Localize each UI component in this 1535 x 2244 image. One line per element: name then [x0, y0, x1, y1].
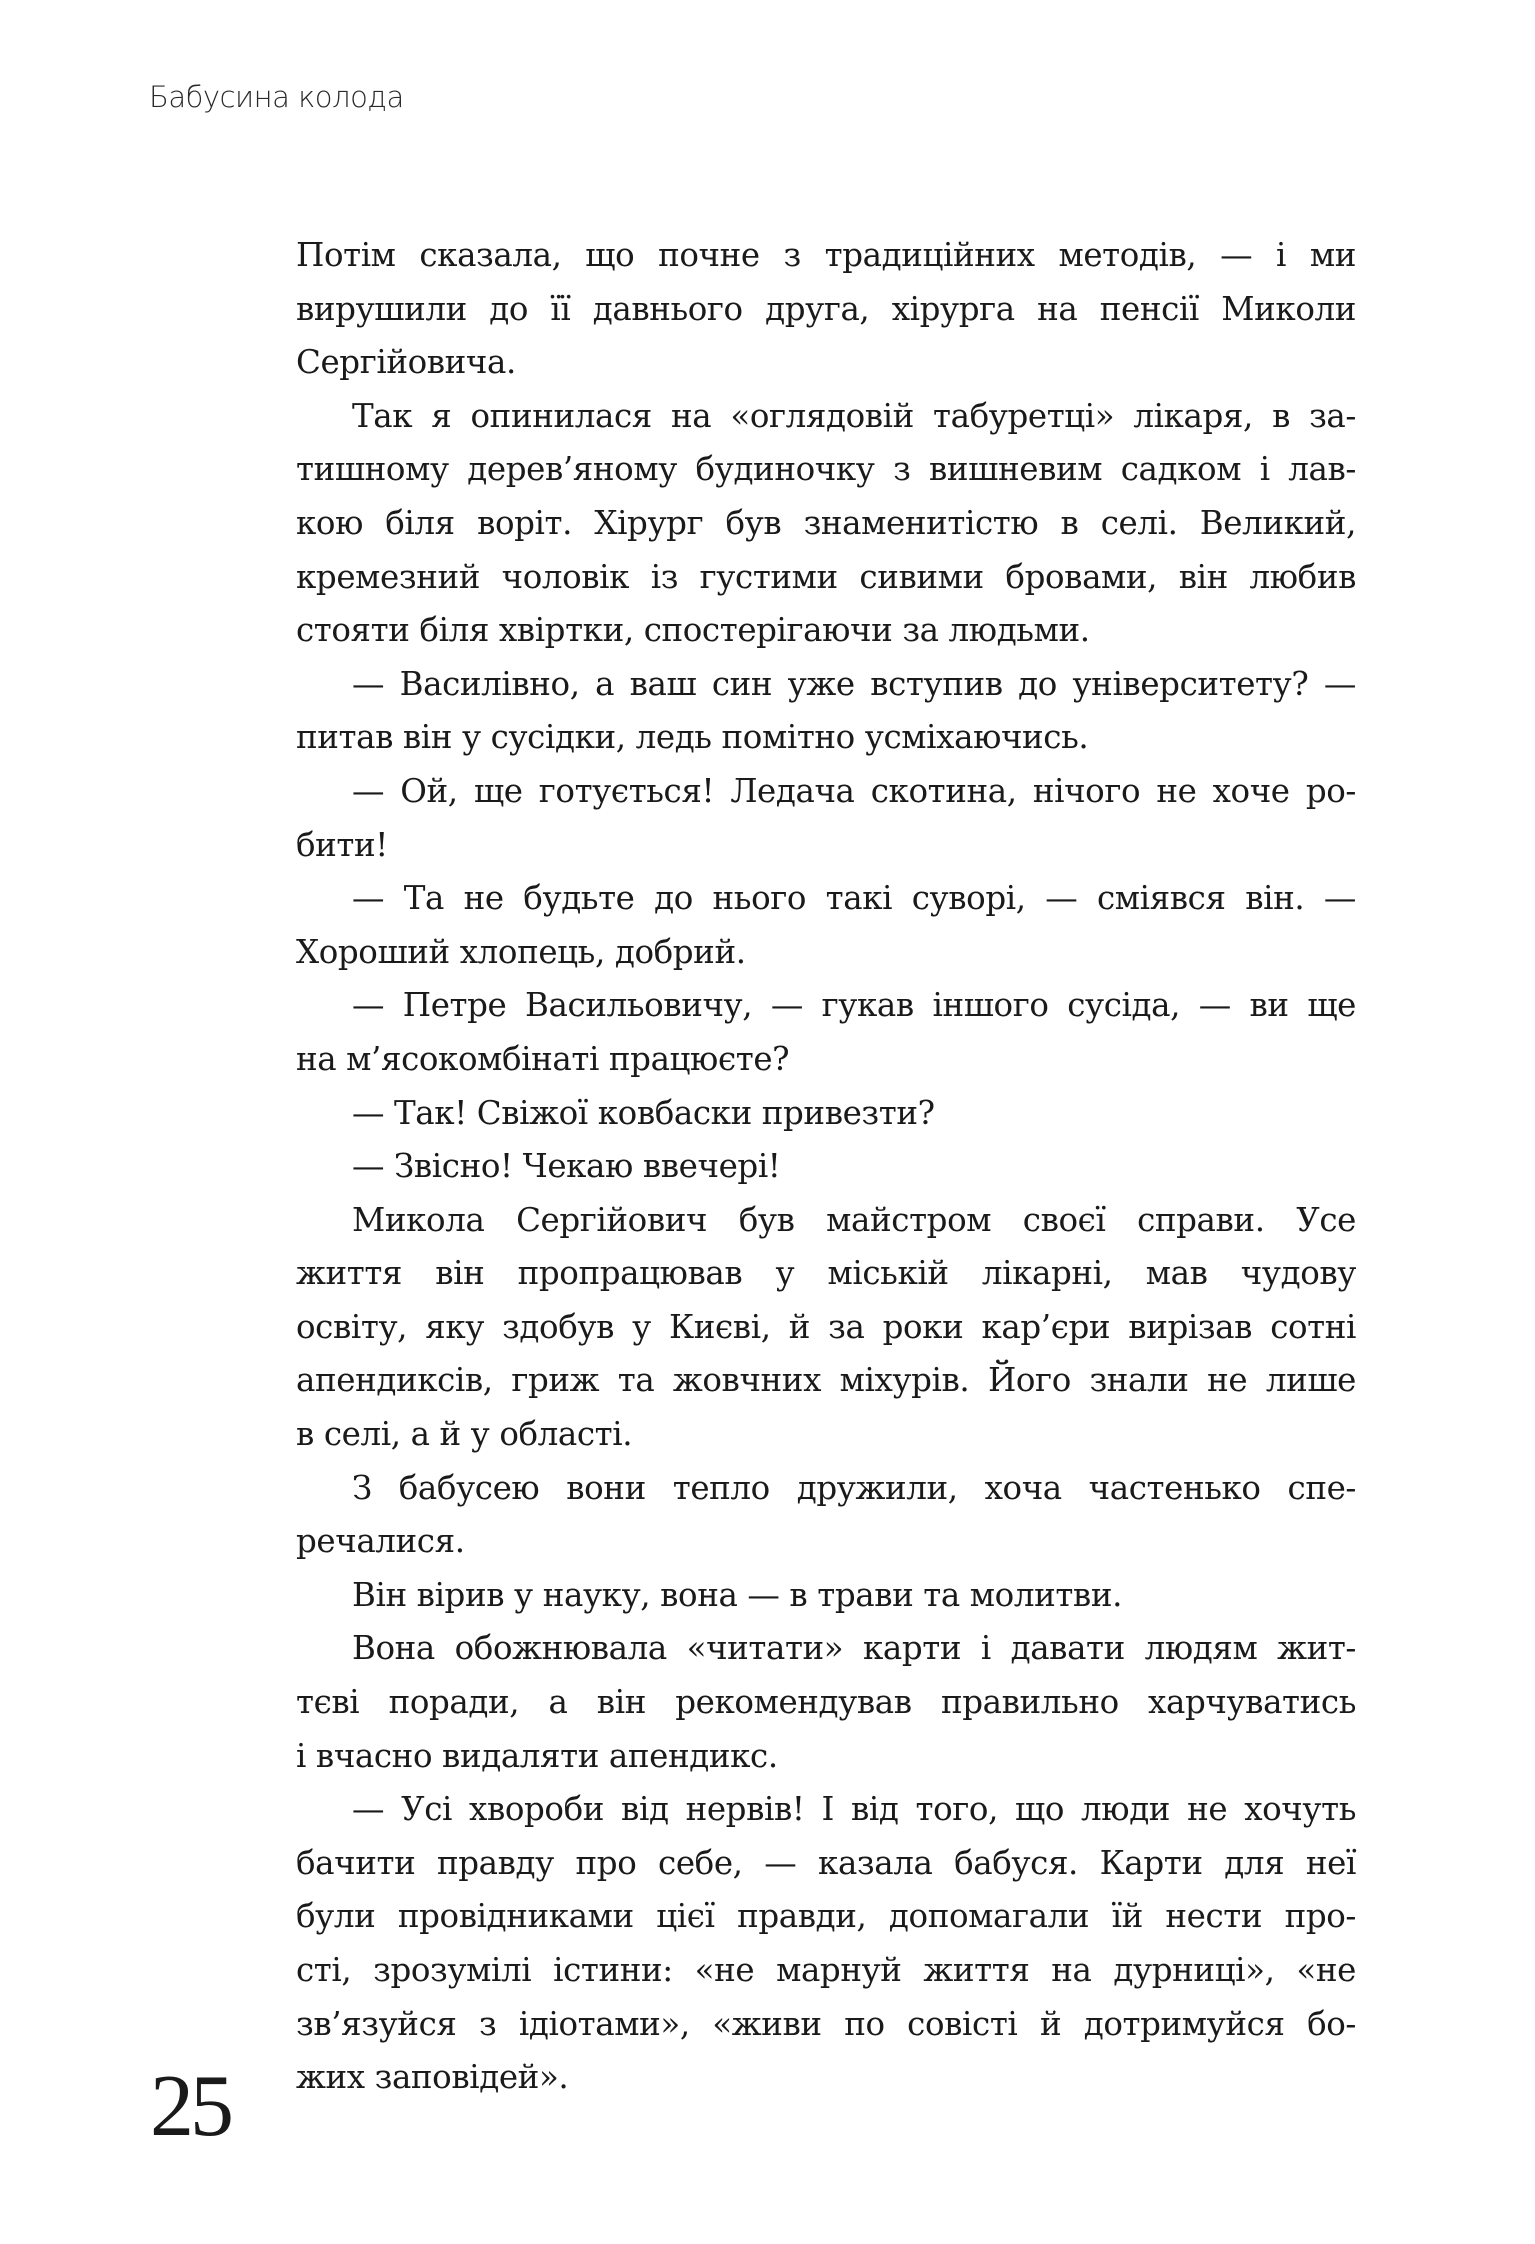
text-line: — Та не будьте до нього такі суворі, — сміявся він. — — [352, 879, 1356, 918]
text-line: кремезний чоловік із густими сивими бровами, він любив — [296, 557, 1356, 596]
text-line: на м’ясокомбінаті працюєте? — [296, 1039, 790, 1078]
text-line: Він вірив у науку, вона — в трави та молитви. — [352, 1575, 1123, 1614]
page-number: 25 — [150, 2058, 230, 2155]
text-line: сті, зрозумілі істини: «не марнуй життя на дурниці», «не — [296, 1951, 1356, 1989]
text-line: жих заповідей». — [296, 2058, 569, 2097]
text-line: кою біля воріт. Хірург був знаменитістю в селі. Великий, — [296, 503, 1356, 542]
body-text — [296, 229, 1356, 2105]
text-line: Потім сказала, що почне з традиційних методів, — і ми — [296, 236, 1356, 274]
text-line: речалися. — [296, 1522, 465, 1561]
text-line: вирушили до її давнього друга, хірурга на пенсії Миколи — [296, 289, 1356, 328]
text-line: Микола Сергійович був майстром своєї справи. Усе — [352, 1200, 1356, 1239]
text-line: Вона обожнювала «читати» карти і давати людям жит- — [352, 1629, 1356, 1668]
text-line: тєві поради, а він рекомендував правильно харчуватись — [296, 1683, 1356, 1722]
text-line: бити! — [296, 825, 388, 864]
text-line: Так я опинилася на «оглядовій табуретці» лікаря, в за- — [352, 396, 1356, 435]
text-line: були провідниками цієї правди, допомагали їй нести про- — [296, 1897, 1356, 1936]
text-line: питав він у сусідки, ледь помітно усміхаючись. — [296, 718, 1089, 757]
text-line: — Так! Свіжої ковбаски привезти? — [352, 1093, 935, 1132]
text-line: — Ой, ще готується! Ледача скотина, нічого не хоче ро- — [352, 771, 1356, 810]
text-line: Сергійовича. — [296, 343, 516, 382]
running-head: Бабусина колода — [149, 80, 404, 114]
text-line: зв’язуйся з ідіотами», «живи по совісті й дотримуйся бо- — [296, 2004, 1356, 2043]
text-line: стояти біля хвіртки, спостерігаючи за людьми. — [296, 611, 1090, 650]
text-line: — Усі хвороби від нервів! І від того, що люди не хочуть — [352, 1790, 1356, 1829]
text-line: Хороший хлопець, добрий. — [296, 932, 746, 971]
text-line: апендиксів, гриж та жовчних міхурів. Його знали не лише — [296, 1361, 1356, 1400]
text-line: бачити правду про себе, — казала бабуся. Карти для неї — [296, 1843, 1356, 1882]
text-line: в селі, а й у області. — [296, 1415, 633, 1454]
text-line: освіту, яку здобув у Києві, й за роки кар’єри вирізав сотні — [296, 1307, 1356, 1346]
text-line: — Василівно, а ваш син уже вступив до університету? — — [352, 664, 1356, 703]
text-line: тишному дерев’яному будиночку з вишневим садком і лав- — [296, 450, 1356, 489]
text-line: — Петре Васильовичу, — гукав іншого сусіда, — ви ще — [352, 986, 1356, 1025]
text-line: — Звісно! Чекаю ввечері! — [352, 1147, 781, 1186]
text-line: життя він пропрацював у міській лікарні, мав чудову — [296, 1254, 1356, 1293]
text-line: і вчасно видаляти апендикс. — [296, 1736, 778, 1775]
text-line: З бабусею вони тепло дружили, хоча частенько спе- — [352, 1468, 1356, 1507]
